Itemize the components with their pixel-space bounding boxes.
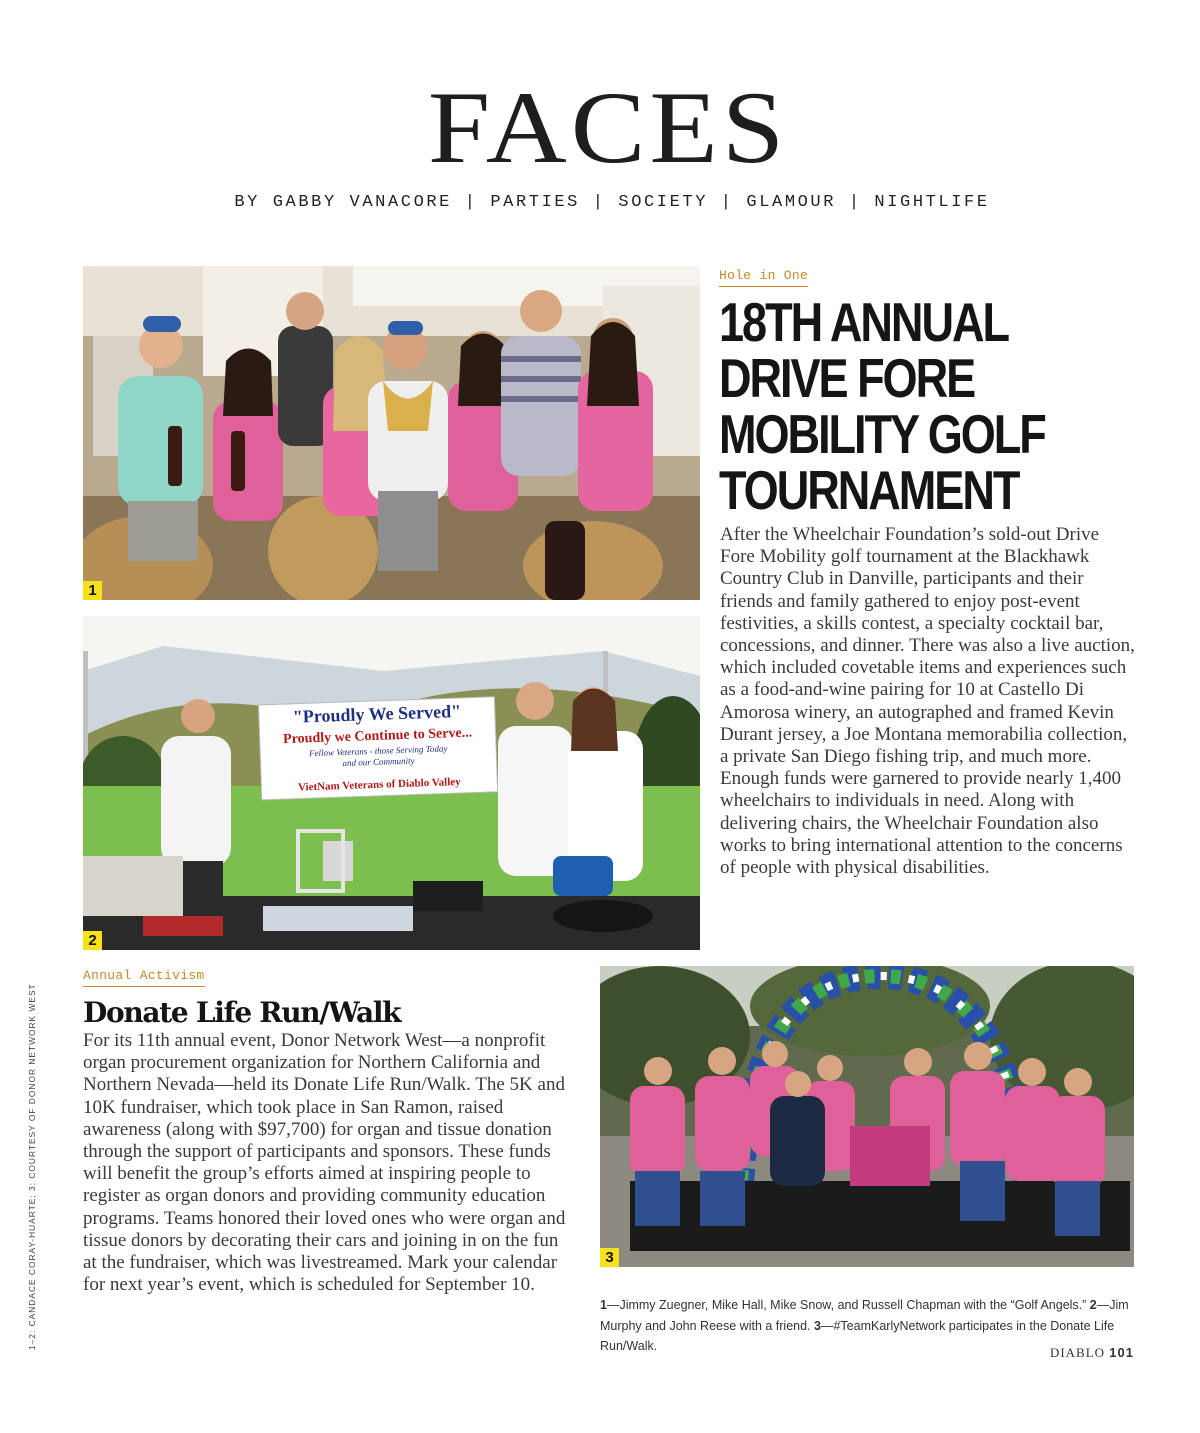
article2-headline: Donate Life Run/Walk bbox=[83, 996, 401, 1029]
caption-separator: — bbox=[820, 1318, 834, 1333]
banner-line5: VietNam Veterans of Diablo Valley bbox=[297, 775, 461, 794]
caption-separator: — bbox=[1096, 1298, 1110, 1312]
photo-number-badge: 1 bbox=[83, 581, 102, 600]
byline: BY GABBY VANACORE | PARTIES | SOCIETY | GLAMOUR | NIGHTLIFE bbox=[234, 193, 990, 212]
banner-line1: "Proudly We Served" bbox=[292, 700, 462, 727]
photo-balloon-arch bbox=[600, 966, 1134, 1267]
banner-line4: and our Community bbox=[342, 755, 415, 769]
photo-number-badge: 2 bbox=[83, 931, 102, 950]
caption-text: Jim Murphy and John Reese with a friend. bbox=[600, 1298, 1129, 1333]
photo-golf-group bbox=[83, 266, 700, 600]
caption-separator: — bbox=[606, 1298, 620, 1312]
article2-body: For its 11th annual event, Donor Network West—a nonprofit organ procurement organization for Northern California and Northern Nevada—held its Donate Life Run/Walk. The 5K and 10K fundraiser, which took place in San Ramon, raised awareness (along with $97,700) for organ and tissue donation through the support of participants and sponsors. These funds will benefit the group’s efforts aimed at inspiring people to register as organ donors and providing community education programs. Teams honored their loved ones who were organ and tissue donors by decorating their cars and joining in on the fun at the fundraiser, which was livestreamed. Mark your calendar for next year’s event, which is scheduled for September 10. bbox=[83, 1030, 566, 1296]
photo-number-badge: 3 bbox=[600, 1248, 619, 1267]
article2-kicker: Annual Activism bbox=[83, 968, 205, 987]
caption-number: 2 bbox=[1089, 1298, 1097, 1312]
photo-credit: 1–2: CANDACE CORAY-HUARTE; 3: COURTESY OF DONOR NETWORK WEST bbox=[27, 983, 37, 1350]
banner-line2: Proudly we Continue to Serve... bbox=[282, 725, 473, 748]
page-folio bbox=[1000, 1345, 1134, 1361]
caption-number: 1 bbox=[600, 1298, 607, 1312]
photo-veterans-booth bbox=[83, 616, 700, 950]
caption-text: Jimmy Zuegner, Mike Hall, Mike Snow, and Russell Chapman with the “Golf Angels.” bbox=[619, 1298, 1087, 1312]
article1-kicker: Hole in One bbox=[719, 268, 808, 287]
caption-text: #TeamKarlyNetwork participates in the Donate Life Run/Walk. bbox=[600, 1318, 1115, 1354]
banner-line3: Fellow Veterans - those Serving Today bbox=[308, 743, 448, 759]
article2-kicker-wrap bbox=[83, 964, 205, 987]
section-title: FACES bbox=[427, 70, 789, 186]
article1-kicker-wrap bbox=[719, 264, 808, 287]
article1-headline: 18TH ANNUAL DRIVE FORE MOBILITY GOLF TOURNAMENT bbox=[719, 291, 1045, 521]
page-number: 101 bbox=[1109, 1345, 1134, 1360]
magazine-name: DIABLO bbox=[1049, 1345, 1106, 1360]
article1-body: After the Wheelchair Foundation’s sold-out Drive Fore Mobility golf tournament at the Blackhawk Country Club in Danville, participants and their friends and family gathered to enjoy post-event festivities, a skills contest, a specialty cocktail bar, concessions, and dinner. There was also a live auction, which included covetable items and experiences such as a food-and-wine pairing for 10 at Castello Di Amorosa winery, an autographed and framed Kevin Durant jersey, a Joe Montana memorabilia collection, a private San Diego fishing trip, and much more. Enough funds were garnered to provide nearly 1,400 wheelchairs to individuals in need. Along with delivering chairs, the Wheelchair Foundation also works to bring international attention to the concerns of people with physical disabilities. bbox=[720, 524, 1135, 879]
caption-number: 3 bbox=[814, 1318, 821, 1333]
